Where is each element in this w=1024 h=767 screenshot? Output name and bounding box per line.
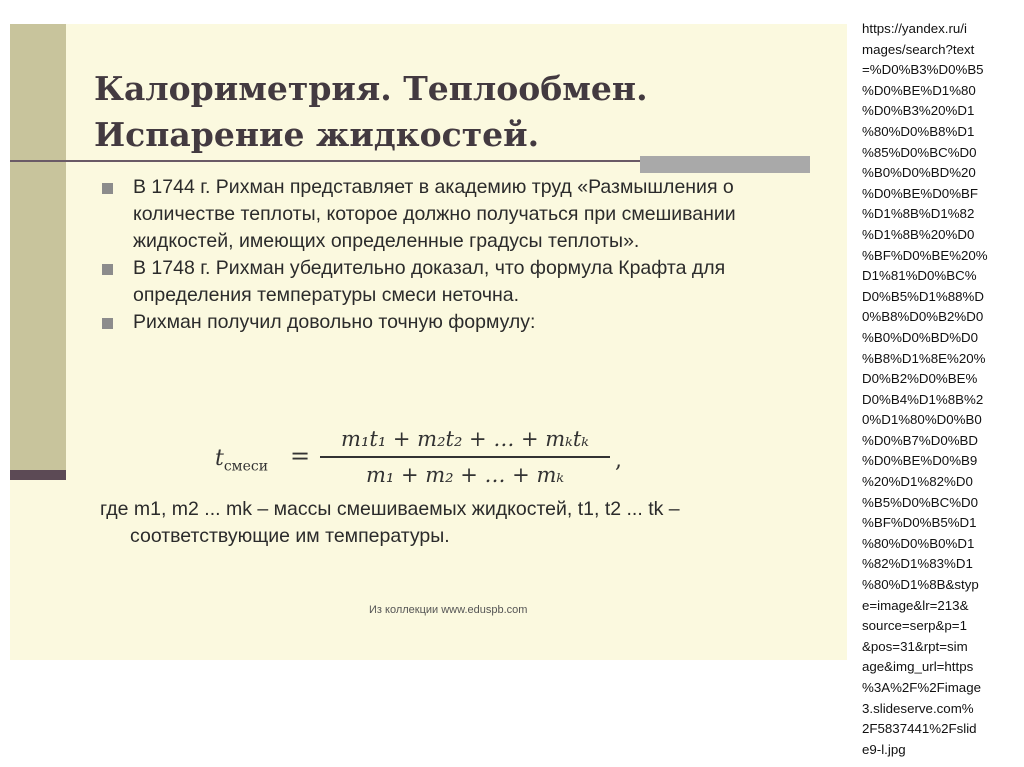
square-bullet-icon <box>102 264 113 275</box>
slide-title-line-2: Испарение жидкостей. <box>94 115 540 154</box>
formula-equals: = <box>290 442 311 470</box>
formula-denominator: m₁ + m₂ + … + mₖ <box>365 463 565 487</box>
slide-left-bar <box>10 24 66 479</box>
formula-lhs-subscript: смеси <box>223 458 269 475</box>
formula-numerator: m₁t₁ + m₂t₂ + … + mₖtₖ <box>341 427 589 451</box>
slide-title-line-1: Калориметрия. Теплообмен. <box>94 69 648 108</box>
slide <box>10 24 847 660</box>
formula-fraction <box>320 424 610 490</box>
formula-comma: , <box>615 448 622 473</box>
slide-left-bar-accent <box>10 470 66 480</box>
mixture-temperature-formula <box>215 424 635 494</box>
collection-credit: Из коллекции www.eduspb.com <box>369 604 528 616</box>
square-bullet-icon <box>102 318 113 329</box>
bullet-item <box>102 255 752 309</box>
bullet-item <box>102 309 752 336</box>
formula-lhs-symbol: t <box>215 446 224 471</box>
bullet-list <box>102 174 752 336</box>
bullet-text: Рихман получил довольно точную формулу: <box>133 311 536 333</box>
formula-lhs <box>215 446 268 474</box>
bullet-text: В 1748 г. Рихман убедительно доказал, что формула Крафта для определения температуры смеси неточна. <box>133 257 726 306</box>
bullet-text: В 1744 г. Рихман представляет в академию труд «Размышления о количестве теплоты, которое должно получаться при смешивании жидкостей, имеющих определенные градусы теплоты». <box>133 176 736 252</box>
bullet-item <box>102 174 752 255</box>
slide-title <box>94 66 648 158</box>
formula-fraction-bar <box>320 456 610 458</box>
source-url-text: https://yandex.ru/i mages/search?text =%D0%B3%D0%B5 %D0%BE%D1%80 %D0%B3%20%D1 %80%D0%B8%D1 %85%D0%BC%D0 %B0%D0%BD%20 %D0%BE%D0%BF %D1%8B%D1%82 %D1%8B%20%D0 %BF%D0%BE%20% D1%81%D0%BC% D0%B5%D1%88%D 0%B8%D0%B2%D0 %B0%D0%BD%D0 %B8%D1%8E%20% D0%B2%D0%BE% D0%B4%D1%8B%2 0%D1%80%D0%B0 %D0%B7%D0%BD %D0%BE%D0%B9 %20%D1%82%D0 %B5%D0%BC%D0 %BF%D0%B5%D1 %80%D0%B0%D1 %82%D1%83%D1 %80%D1%8B&styp e=image&lr=213& source=serp&p=1 &pos=31&rpt=sim age&img_url=https %3A%2F%2Fimage 3.slideserve.com% 2F5837441%2Fslid e9-l.jpg <box>862 21 988 757</box>
title-divider-accent <box>640 156 810 173</box>
formula-note: где m1, m2 ... mk – массы смешиваемых жидкостей, t1, t2 ... tk – соответствующие им температуры. <box>100 498 680 547</box>
square-bullet-icon <box>102 183 113 194</box>
